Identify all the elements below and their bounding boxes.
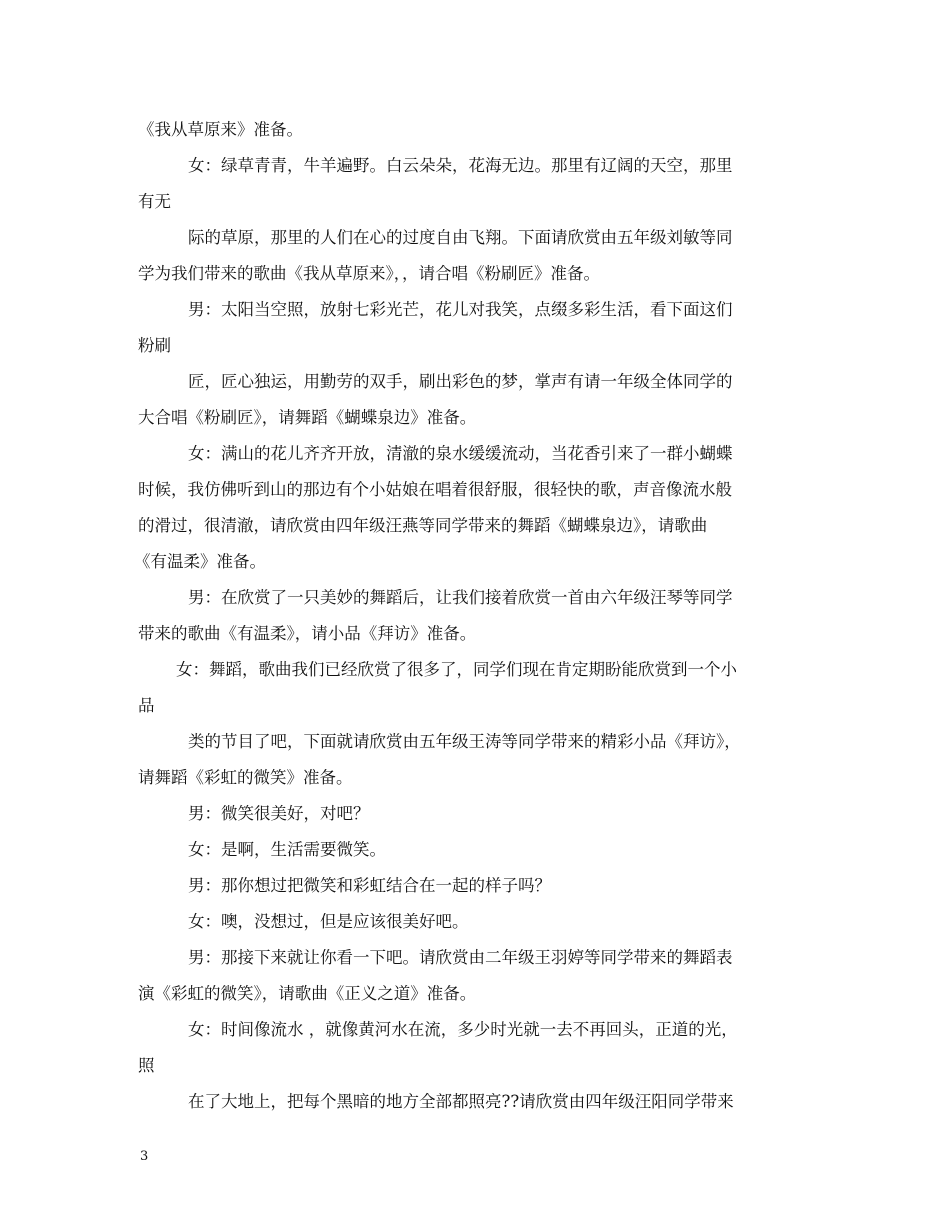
text-line: 女：满山的花儿齐齐开放，清澈的泉水缓缓流动，当花香引来了一群小蝴蝶 — [188, 444, 733, 463]
text-line: 女：是啊，生活需要微笑。 — [188, 840, 386, 859]
text-line: 《有温柔》准备。 — [134, 552, 266, 571]
text-line: 照 — [138, 1056, 155, 1075]
page-number: 3 — [140, 1149, 149, 1164]
text-line: 在了大地上，把每个黑暗的地方全部都照亮??请欣赏由四年级汪阳同学带来 — [188, 1092, 734, 1111]
text-line: 大合唱《粉刷匠》，请舞蹈《蝴蝶泉边》准备。 — [138, 408, 477, 427]
text-line: 《我从草原来》准备。 — [138, 120, 303, 139]
text-line: 请舞蹈《彩虹的微笑》准备。 — [138, 768, 353, 787]
text-line: 男：太阳当空照，放射七彩光芒，花儿对我笑，点缀多彩生活，看下面这们 — [188, 300, 733, 319]
text-line: 男：那你想过把微笑和彩虹结合在一起的样子吗？ — [188, 876, 551, 895]
text-line: 带来的歌曲《有温柔》，请小品《拜访》准备。 — [138, 624, 477, 643]
text-line: 际的草原，那里的人们在心的过度自由飞翔。下面请欣赏由五年级刘敏等同 — [188, 228, 733, 247]
text-line: 时候，我仿佛听到山的那边有个小姑娘在唱着很舒服，很轻快的歌，声音像流水般 — [138, 480, 732, 499]
text-line: 粉刷 — [138, 336, 171, 355]
text-line: 男：那接下来就让你看一下吧。请欣赏由二年级王羽婷等同学带来的舞蹈表 — [188, 948, 733, 967]
text-line: 学为我们带来的歌曲《我从草原来》，，请合唱《粉刷匠》准备。 — [138, 264, 600, 283]
text-line: 男：在欣赏了一只美妙的舞蹈后，让我们接着欣赏一首由六年级汪琴等同学 — [188, 588, 733, 607]
text-line: 匠，匠心独运，用勤劳的双手，刷出彩色的梦，掌声有请一年级全体同学的 — [188, 372, 733, 391]
text-line: 品 — [138, 696, 155, 715]
text-line: 女：绿草青青，牛羊遍野。白云朵朵，花海无边。那里有辽阔的天空，那里 — [188, 156, 733, 175]
text-line: 有无 — [138, 192, 171, 211]
text-line: 演《彩虹的微笑》，请歌曲《正义之道》准备。 — [138, 984, 477, 1003]
text-line: 男：微笑很美好，对吧？ — [188, 804, 370, 823]
text-line: 女：时间像流水 ，就像黄河水在流，多少时光就一去不再回头，正道的光， — [188, 1020, 738, 1039]
text-line: 女：噢，没想过，但是应该很美好吧。 — [188, 912, 469, 931]
text-line: 类的节目了吧，下面就请欣赏由五年级王涛等同学带来的精彩小品《拜访》， — [188, 732, 741, 751]
text-line: 女：舞蹈，歌曲我们已经欣赏了很多了，同学们现在肯定期盼能欣赏到一个小 — [176, 660, 737, 679]
text-line: 的滑过，很清澈，请欣赏由四年级汪燕等同学带来的舞蹈《蝴蝶泉边》，请歌曲 — [138, 516, 708, 535]
